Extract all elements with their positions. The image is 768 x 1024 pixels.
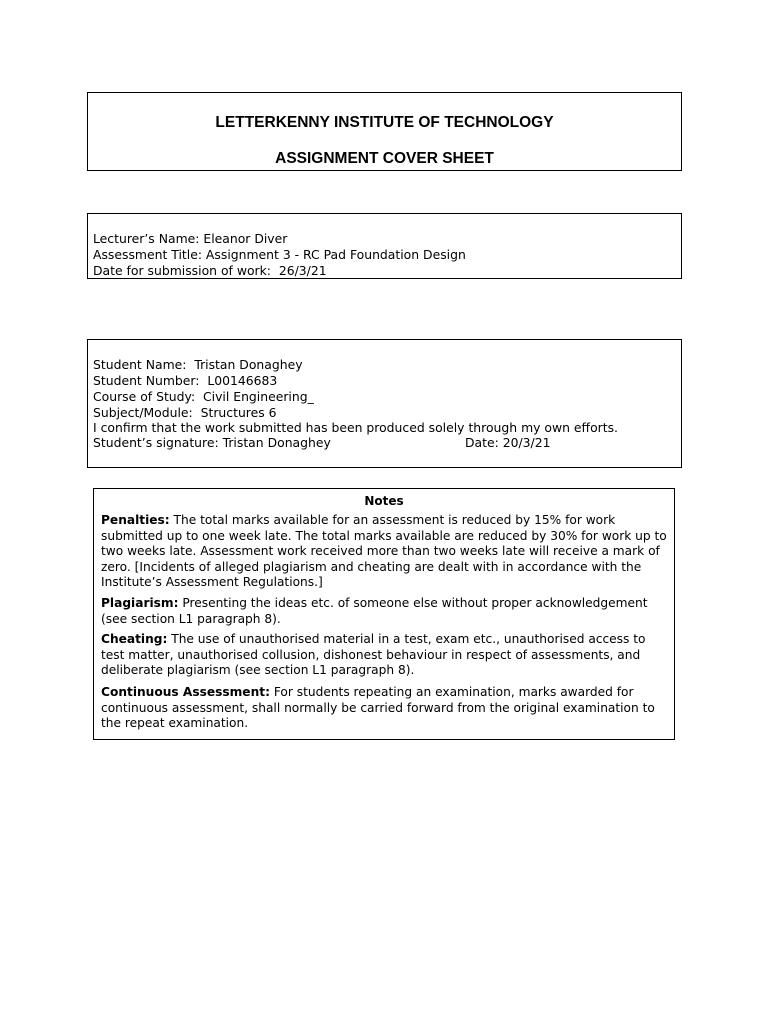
- cheating-note: [101, 632, 671, 679]
- institution-name: LETTERKENNY INSTITUTE OF TECHNOLOGY: [215, 114, 554, 131]
- lecturer-section: [87, 213, 682, 279]
- confirmation-statement: I confirm that the work submitted has been produced solely through my own efforts.: [93, 420, 618, 435]
- plagiarism-label: Plagiarism:: [101, 596, 179, 610]
- lecturer-name: Lecturer’s Name: Eleanor Diver: [93, 231, 288, 246]
- continuous-assessment-note: [101, 685, 671, 732]
- submission-date: Date for submission of work: 26/3/21: [93, 263, 327, 278]
- student-section: [87, 339, 682, 468]
- plagiarism-text: Presenting the ideas etc. of someone else without proper acknowledgement (see section L1 paragraph 8).: [101, 596, 648, 626]
- course-of-study: Course of Study: Civil Engineering_: [93, 389, 314, 404]
- header-box: [87, 92, 682, 171]
- penalties-text: The total marks available for an assessment is reduced by 15% for work submitted up to one week late. The total marks available are reduced by 30% for work up to two weeks late. Assessment work received more than two weeks late will receive a mark of zero. [Incidents of alleged plagiarism and cheating are dealt with in accordance with the Institute’s Assessment Regulations.]: [101, 513, 667, 589]
- document-title: ASSIGNMENT COVER SHEET: [275, 150, 494, 167]
- plagiarism-note: [101, 596, 671, 627]
- notes-box: [93, 488, 675, 740]
- penalties-note: [101, 513, 671, 591]
- student-name: Student Name: Tristan Donaghey: [93, 357, 303, 372]
- cheating-text: The use of unauthorised material in a test, exam etc., unauthorised access to test matter, unauthorised collusion, dishonest behaviour in respect of assessments, and deliberate plagiarism (see section L1 paragraph 8).: [101, 632, 646, 677]
- student-number: Student Number: L00146683: [93, 373, 278, 388]
- assessment-title: Assessment Title: Assignment 3 - RC Pad Foundation Design: [93, 247, 466, 262]
- signature-date: Date: 20/3/21: [465, 435, 551, 450]
- subject-module: Subject/Module: Structures 6: [93, 405, 277, 420]
- continuous-assessment-text: For students repeating an examination, marks awarded for continuous assessment, shall normally be carried forward from the original examination to the repeat examination.: [101, 685, 655, 730]
- student-signature: Student’s signature: Tristan Donaghey: [93, 435, 331, 450]
- penalties-label: Penalties:: [101, 513, 170, 527]
- notes-title: Notes: [364, 494, 404, 508]
- continuous-assessment-label: Continuous Assessment:: [101, 685, 270, 699]
- cheating-label: Cheating:: [101, 632, 168, 646]
